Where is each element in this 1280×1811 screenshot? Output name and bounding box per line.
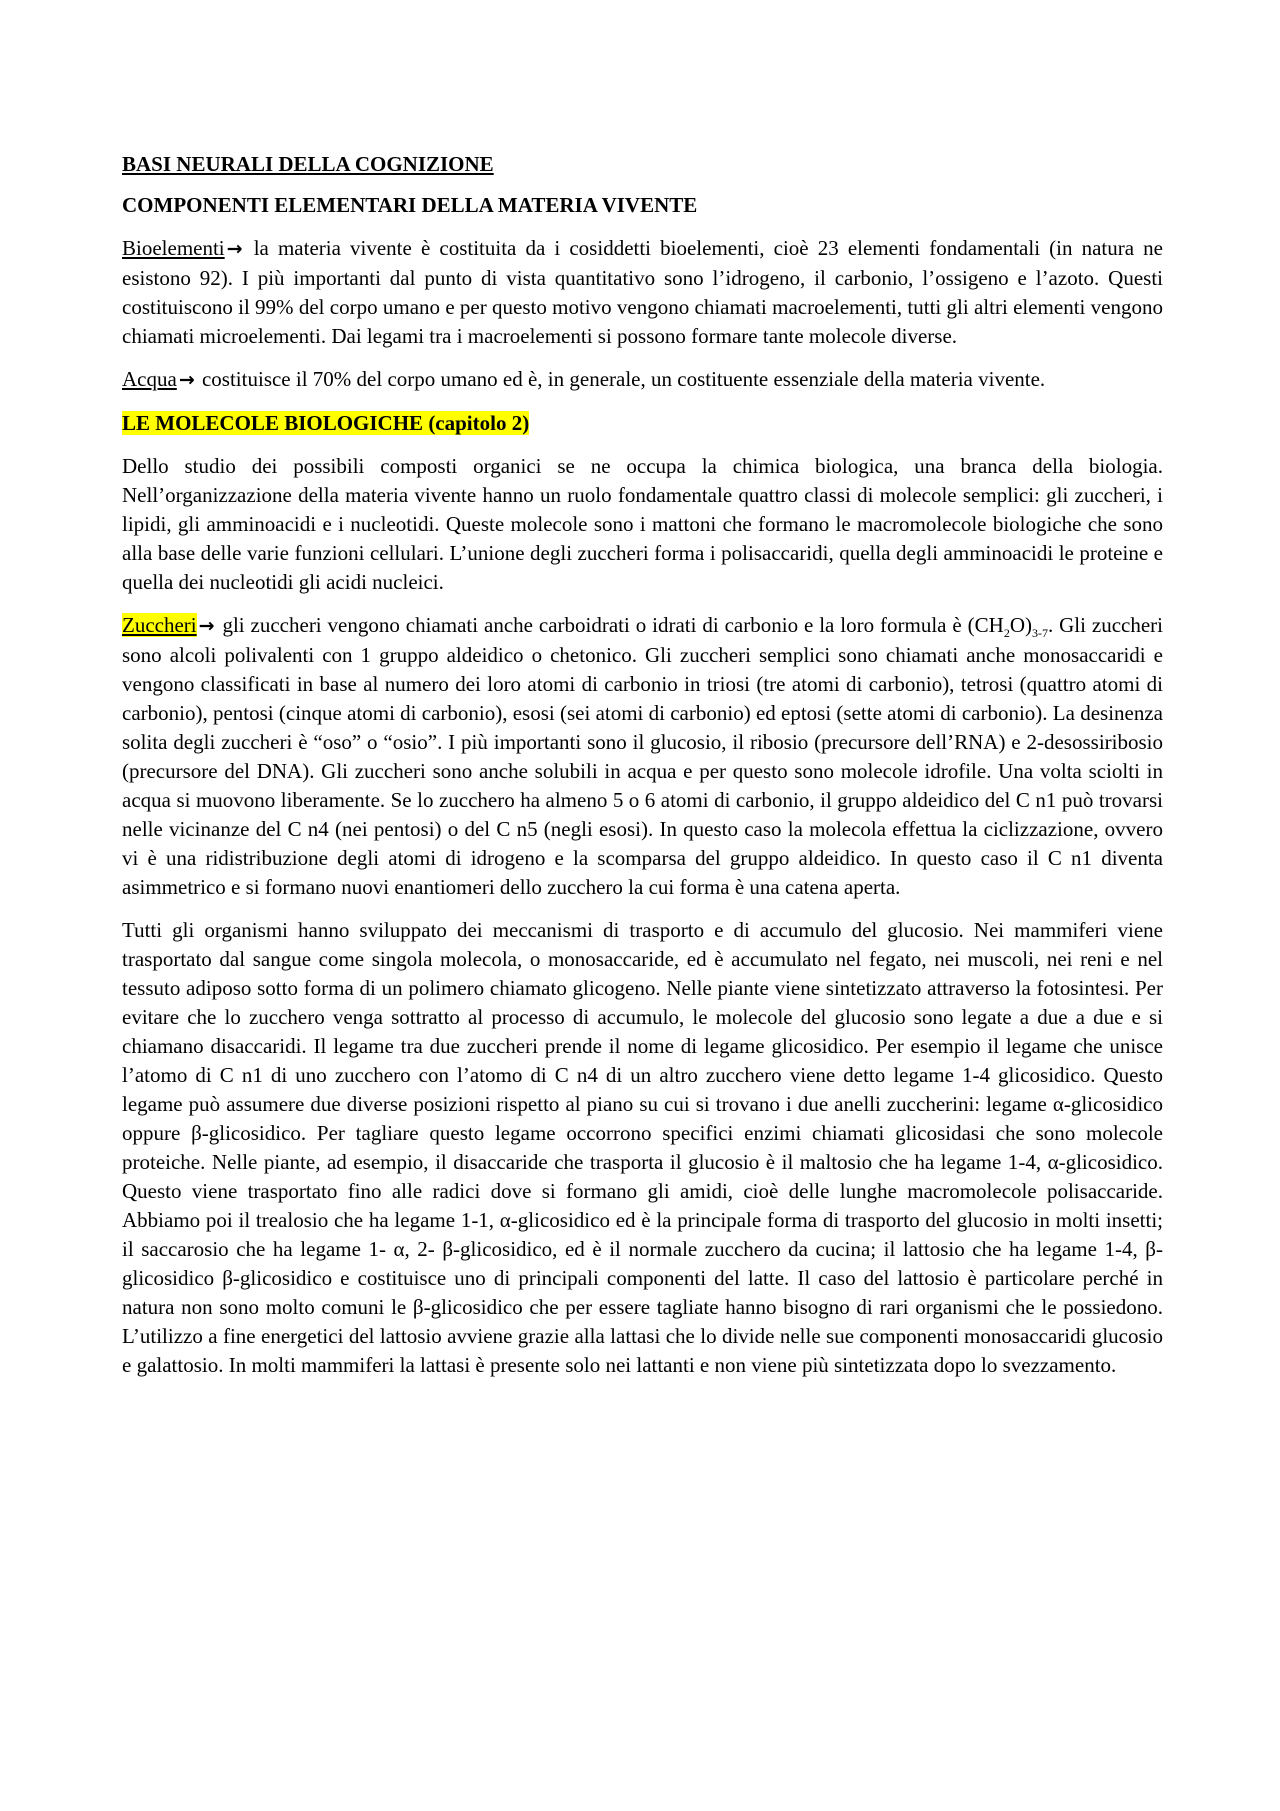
zuccheri-text-before-formula: gli zuccheri vengono chiamati anche carboidrati o idrati di carbonio e la loro formula è (CH [216,613,1004,637]
document-title: BASI NEURALI DELLA COGNIZIONE [122,152,494,176]
arrow-right-icon: → [198,615,215,637]
bioelementi-text: la materia vivente è costituita da i cosiddetti bioelementi, cioè 23 elementi fondamentali (in natura ne esistono 92). I più importanti dal punto di vista quantitativo sono l’idrogeno, il carbonio, l’ossigeno e l’azoto. Questi costituiscono il 99% del corpo umano e per questo motivo vengono chiamati macroelementi, tutti gli altri elementi vengono chiamati microelementi. Dai legami tra i macroelementi si possono formare tante molecole diverse. [122,236,1163,348]
arrow-right-icon: → [178,369,195,391]
document-page [122,150,1163,1394]
paragraph-intro: Dello studio dei possibili composti organici se ne occupa la chimica biologica, una branca della biologia. Nell’organizzazione della materia vivente hanno un ruolo fondamentale quattro classi di molecole semplici: gli zuccheri, i lipidi, gli amminoacidi e i nucleotidi. Queste molecole sono i mattoni che formano le macromolecole biologiche che sono alla base delle varie funzioni cellulari. L’unione degli zuccheri forma i polisaccaridi, quella degli amminoacidi le proteine e quella dei nucleotidi gli acidi nucleici. [122,454,1163,594]
paragraph-bioelementi [122,234,1163,351]
paragraph-zuccheri [122,611,1163,902]
arrow-right-icon: → [226,238,243,260]
paragraph-acqua [122,365,1163,395]
zuccheri-text-after-formula: . Gli zuccheri sono alcoli polivalenti con 1 gruppo aldeidico o chetonico. Gli zuccheri semplici sono chiamati anche monosaccaridi e vengono classificati in base al numero dei loro atomi di carbonio in triosi (tre atomi di carbonio), tetrosi (quattro atomi di carbonio), pentosi (cinque atomi di carbonio), esosi (sei atomi di carbonio) ed eptosi (sette atomi di carbonio). La desinenza solita degli zuccheri è “oso” o “osio”. I più importanti sono il glucosio, il ribosio (precursore dell’RNA) e 2-desossiribosio (precursore del DNA). Gli zuccheri sono anche solubili in acqua e per questo sono molecole idrofile. Una volta sciolti in acqua si muovono liberamente. Se lo zucchero ha almeno 5 o 6 atomi di carbonio, il gruppo aldeidico del C n1 può trovarsi nelle vicinanze del C n4 (nei pentosi) o del C n5 (negli esosi). In questo caso la molecola effettua la ciclizzazione, ovvero vi è una ridistribuzione degli atomi di idrogeno e la scomparsa del gruppo aldeidico. In questo caso il C n1 diventa asimmetrico e si formano nuovi enantiomeri dello zucchero la cui forma è una catena aperta. [122,613,1163,899]
document-subtitle: COMPONENTI ELEMENTARI DELLA MATERIA VIVENTE [122,193,698,217]
acqua-text: costituisce il 70% del corpo umano ed è, in generale, un costituente essenziale della materia vivente. [196,367,1046,391]
formula-subscript-2: 2 [1003,626,1010,641]
section-heading-wrapper [122,409,1163,438]
formula-subscript-range: 3-7 [1031,626,1048,641]
formula-close: O) [1009,613,1032,637]
term-bioelementi: Bioelementi [122,236,225,260]
term-acqua: Acqua [122,367,177,391]
term-zuccheri: Zuccheri [122,613,197,637]
section-heading: LE MOLECOLE BIOLOGICHE (capitolo 2) [122,411,530,435]
paragraph-glucosio: Tutti gli organismi hanno sviluppato dei meccanismi di trasporto e di accumulo del glucosio. Nei mammiferi viene trasportato dal sangue come singola molecola, o monosaccaride, ed è accumulato nel fegato, nei muscoli, nei reni e nel tessuto adiposo sotto forma di un polimero chiamato glicogeno. Nelle piante viene sintetizzato attraverso la fotosintesi. Per evitare che lo zucchero venga sottratto al processo di accumulo, le molecole del glucosio sono legate a due a due e si chiamano disaccaridi. Il legame tra due zuccheri prende il nome di legame glicosidico. Per esempio il legame che unisce l’atomo di C n1 di uno zucchero con l’atomo di C n4 di un altro zucchero viene detto legame 1-4 glicosidico. Questo legame può assumere due diverse posizioni rispetto al piano su cui si trovano i due anelli zuccherini: legame α-glicosidico oppure β-glicosidico. Per tagliare questo legame occorrono specifici enzimi chiamati glicosidasi che sono molecole proteiche. Nelle piante, ad esempio, il disaccaride che trasporta il glucosio è il maltosio che ha legame 1-4, α-glicosidico. Questo viene trasportato fino alle radici dove si formano gli amidi, cioè delle lunghe macromolecole polisaccaride. Abbiamo poi il trealosio che ha legame 1-1, α-glicosidico ed è la principale forma di trasporto del glucosio in molti insetti; il saccarosio che ha legame 1- α, 2- β-glicosidico, ed è il normale zucchero da cucina; il lattosio che ha legame 1-4, β-glicosidico β-glicosidico e costituisce uno di principali componenti del latte. Il caso del lattosio è particolare perché in natura non sono molto comuni le β-glicosidico che per essere tagliate hanno bisogno di rari organismi che le possiedono. L’utilizzo a fine energetici del lattosio avviene grazie alla lattasi che lo divide nelle sue componenti monosaccaridi glucosio e galattosio. In molti mammiferi la lattasi è presente solo nei lattanti e non viene più sintetizzata dopo lo svezzamento. [122,918,1163,1377]
